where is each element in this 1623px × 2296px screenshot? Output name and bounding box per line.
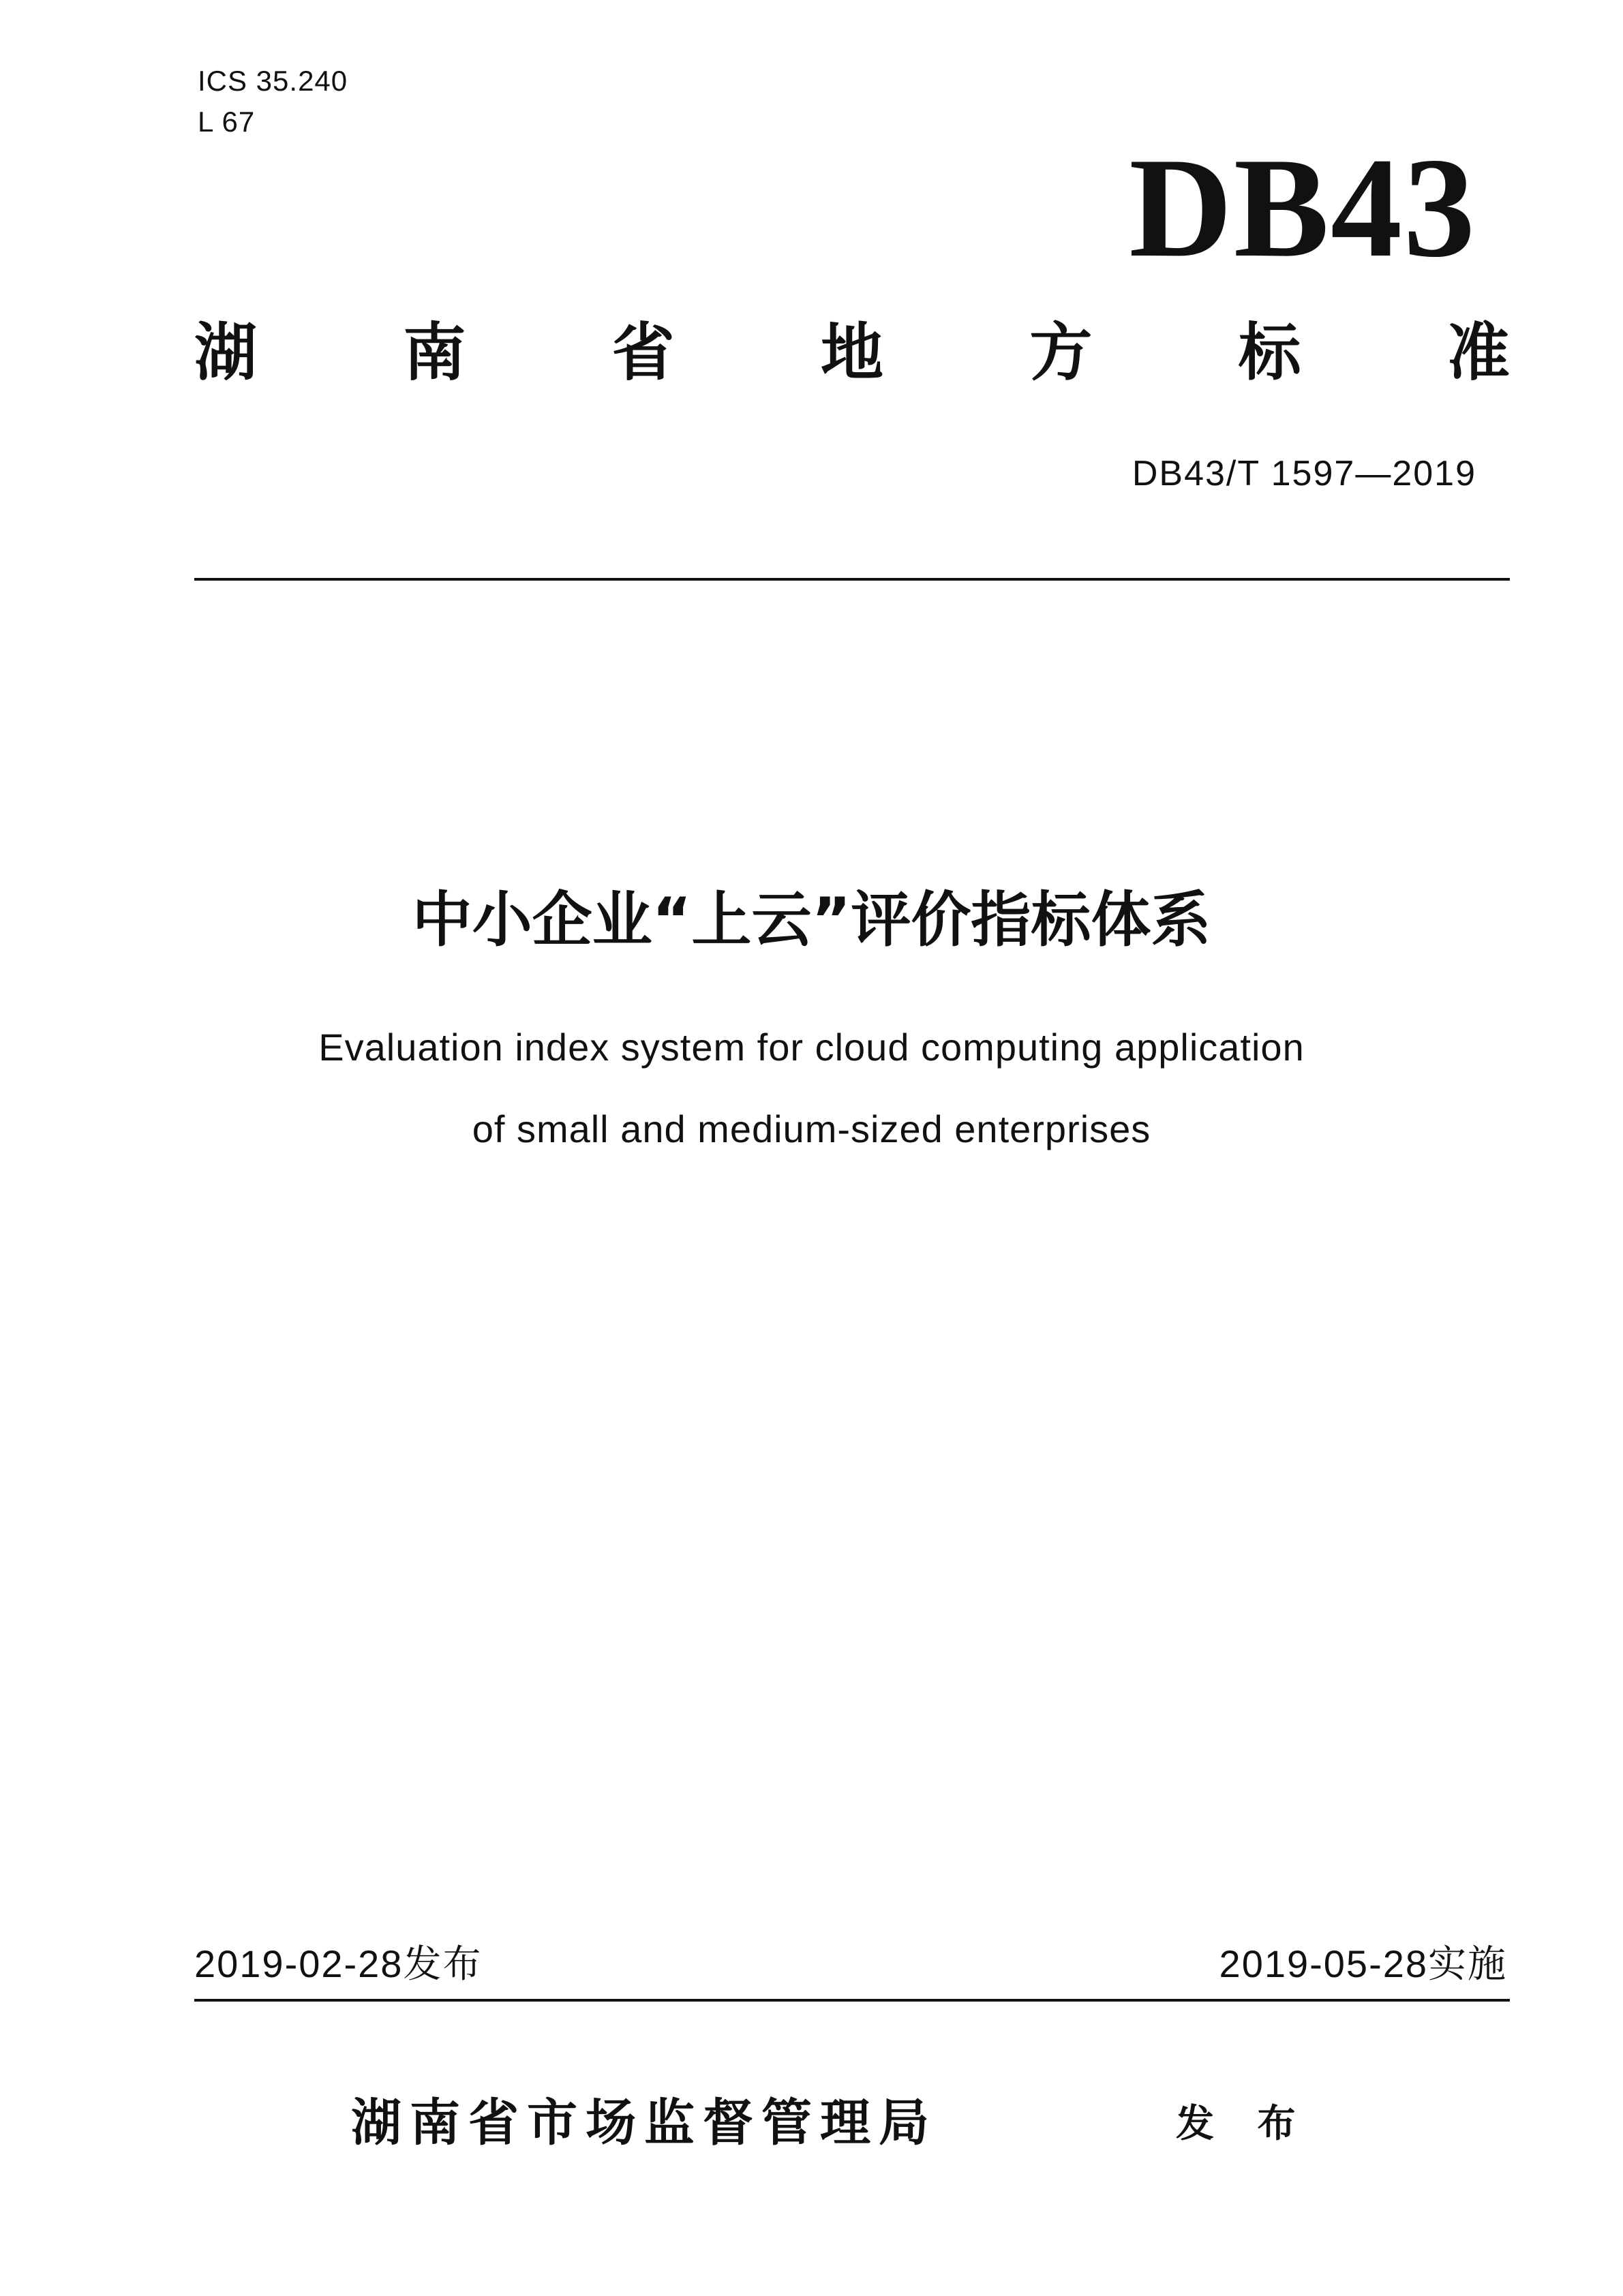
- publisher-name: 湖南省市场监督管理局: [351, 2094, 937, 2152]
- title-english-line1: Evaluation index system for cloud computing application: [318, 1026, 1305, 1069]
- ics-code: ICS 35.240: [198, 65, 348, 97]
- standard-type: [194, 310, 1510, 389]
- db-mark: DB43: [1129, 129, 1476, 287]
- standard-type-char: 省: [611, 316, 675, 389]
- footer-divider: [194, 1999, 1510, 2002]
- standard-type-char: 地: [820, 316, 883, 389]
- standard-type-char: 湖: [194, 316, 258, 389]
- title-chinese: 中小企业“上云”评价指标体系: [412, 885, 1211, 955]
- issue-date: 2019-02-28发布: [194, 1942, 483, 1985]
- standard-type-char: 方: [1029, 316, 1093, 389]
- publish-label: 发 布: [1176, 2102, 1311, 2146]
- standard-number: DB43/T 1597—2019: [1132, 454, 1476, 493]
- title-english-line2: of small and medium-sized enterprises: [472, 1107, 1151, 1150]
- header-divider: [194, 578, 1510, 581]
- standard-type-char: 准: [1446, 316, 1510, 389]
- effective-date: 2019-05-28实施: [1219, 1942, 1507, 1985]
- standard-type-char: 标: [1238, 316, 1301, 389]
- classification-code: L 67: [198, 106, 256, 138]
- standard-type-char: 南: [403, 316, 466, 389]
